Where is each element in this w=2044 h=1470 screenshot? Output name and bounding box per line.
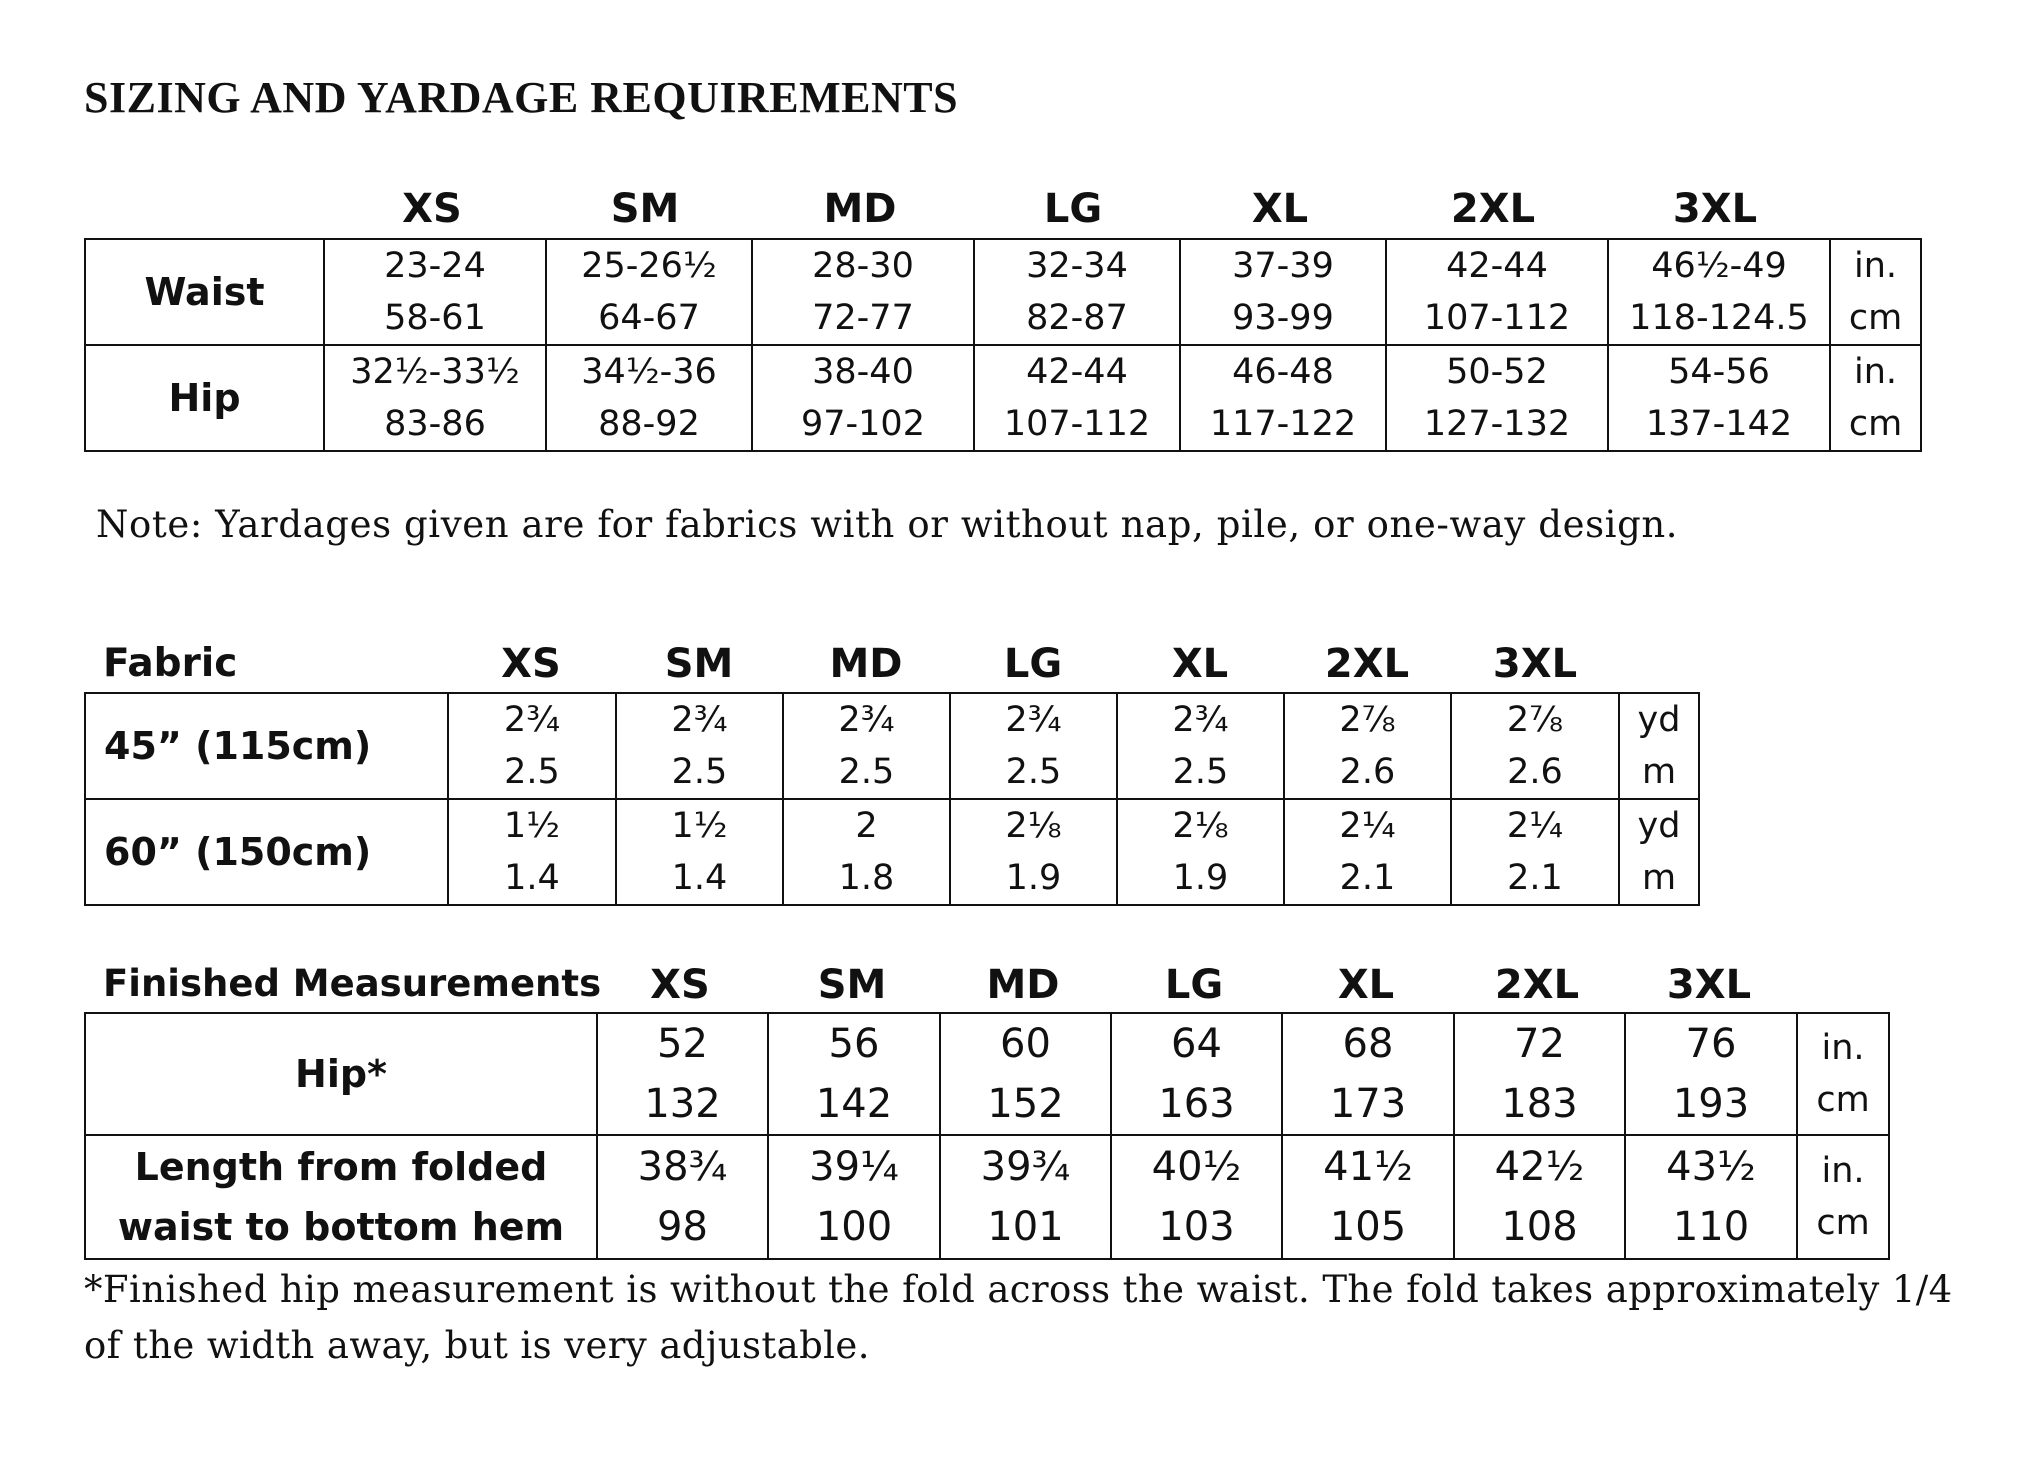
table-row [85, 693, 1699, 799]
row-label-60: 60” (150cm) [85, 799, 448, 905]
table-cell: 50-52 127-132 [1386, 345, 1608, 451]
size-header-3xl: 3XL [1492, 641, 1578, 687]
size-header-xs: XS [402, 186, 462, 232]
footnote-line-1: *Finished hip measurement is without the fold across the waist. The fold takes approximately 1/4 [84, 1268, 1953, 1311]
table-cell: 2¾ 2.5 [1117, 693, 1284, 799]
table-cell: 34½-36 88-92 [546, 345, 752, 451]
table-cell: 60 152 [940, 1013, 1111, 1135]
table-cell: 25-26½ 64-67 [546, 239, 752, 345]
finished-measurements-table [84, 1012, 1890, 1260]
table-row [85, 239, 1921, 345]
table-cell: 2¼ 2.1 [1284, 799, 1451, 905]
table-cell: 46½-49 118-124.5 [1608, 239, 1830, 345]
row-label-waist: Waist [85, 239, 324, 345]
row-label-hip: Hip* [85, 1013, 597, 1135]
table-cell: 54-56 137-142 [1608, 345, 1830, 451]
size-header-xl: XL [1337, 962, 1395, 1008]
unit-cell: in. cm [1830, 345, 1921, 451]
table-cell: 2¾ 2.5 [616, 693, 783, 799]
table-row [85, 345, 1921, 451]
size-header-xs: XS [650, 962, 710, 1008]
table-cell: 38-40 97-102 [752, 345, 974, 451]
unit-cell: yd m [1619, 799, 1699, 905]
table-cell: 2⅛ 1.9 [950, 799, 1117, 905]
table-cell: 28-30 72-77 [752, 239, 974, 345]
table-cell: 23-24 58-61 [324, 239, 546, 345]
table-cell: 72 183 [1454, 1013, 1625, 1135]
size-header-lg: LG [1003, 641, 1063, 687]
table-cell: 42-44 107-112 [1386, 239, 1608, 345]
unit-cell: yd m [1619, 693, 1699, 799]
table-row [85, 1013, 1889, 1135]
table-cell: 64 163 [1111, 1013, 1282, 1135]
table-cell: 46-48 117-122 [1180, 345, 1386, 451]
table-cell: 32½-33½ 83-86 [324, 345, 546, 451]
table-cell: 2 1.8 [783, 799, 950, 905]
table-cell: 42½ 108 [1454, 1135, 1625, 1259]
size-header-md: MD [823, 186, 897, 232]
size-header-lg: LG [1043, 186, 1103, 232]
unit-cell: in. cm [1797, 1013, 1889, 1135]
table-cell: 2¼ 2.1 [1451, 799, 1619, 905]
table-cell: 39¾ 101 [940, 1135, 1111, 1259]
size-header-3xl: 3XL [1666, 962, 1752, 1008]
fabric-yardage-table [84, 692, 1700, 906]
table-row [85, 799, 1699, 905]
size-header-sm: SM [817, 962, 887, 1008]
size-header-xs: XS [501, 641, 561, 687]
unit-cell: in. cm [1830, 239, 1921, 345]
size-header-2xl: 2XL [1324, 641, 1410, 687]
table-cell: 2¾ 2.5 [448, 693, 616, 799]
table-cell: 39¼ 100 [768, 1135, 940, 1259]
table-cell: 41½ 105 [1282, 1135, 1454, 1259]
finished-header: Finished Measurements [103, 962, 602, 1005]
fabric-header: Fabric [103, 641, 238, 686]
table-cell: 56 142 [768, 1013, 940, 1135]
size-header-3xl: 3XL [1672, 186, 1758, 232]
unit-cell: in. cm [1797, 1135, 1889, 1259]
table-cell: 32-34 82-87 [974, 239, 1180, 345]
table-cell: 42-44 107-112 [974, 345, 1180, 451]
page-title: SIZING AND YARDAGE REQUIREMENTS [84, 73, 959, 122]
table-cell: 1½ 1.4 [448, 799, 616, 905]
table-cell: 2¾ 2.5 [783, 693, 950, 799]
size-header-md: MD [829, 641, 903, 687]
row-label-45: 45” (115cm) [85, 693, 448, 799]
table-cell: 38¾ 98 [597, 1135, 768, 1259]
body-measurements-table [84, 238, 1922, 452]
table-row [85, 1135, 1889, 1259]
table-cell: 2⅞ 2.6 [1284, 693, 1451, 799]
table-cell: 40½ 103 [1111, 1135, 1282, 1259]
row-label-length: Length from folded waist to bottom hem [85, 1135, 597, 1259]
size-header-xl: XL [1251, 186, 1309, 232]
size-header-sm: SM [664, 641, 734, 687]
table-cell: 2⅛ 1.9 [1117, 799, 1284, 905]
size-header-sm: SM [610, 186, 680, 232]
size-header-md: MD [986, 962, 1060, 1008]
size-header-xl: XL [1171, 641, 1229, 687]
table-cell: 1½ 1.4 [616, 799, 783, 905]
size-header-lg: LG [1164, 962, 1224, 1008]
row-label-hip: Hip [85, 345, 324, 451]
footnote-line-2: of the width away, but is very adjustable. [84, 1324, 870, 1367]
footnote [84, 1262, 2034, 1374]
table-cell: 68 173 [1282, 1013, 1454, 1135]
size-header-2xl: 2XL [1494, 962, 1580, 1008]
table-cell: 52 132 [597, 1013, 768, 1135]
table-cell: 43½ 110 [1625, 1135, 1797, 1259]
yardage-note: Note: Yardages given are for fabrics with or without nap, pile, or one-way design. [96, 503, 1679, 546]
size-header-2xl: 2XL [1450, 186, 1536, 232]
table-cell: 2¾ 2.5 [950, 693, 1117, 799]
table-cell: 2⅞ 2.6 [1451, 693, 1619, 799]
table-cell: 76 193 [1625, 1013, 1797, 1135]
table-cell: 37-39 93-99 [1180, 239, 1386, 345]
